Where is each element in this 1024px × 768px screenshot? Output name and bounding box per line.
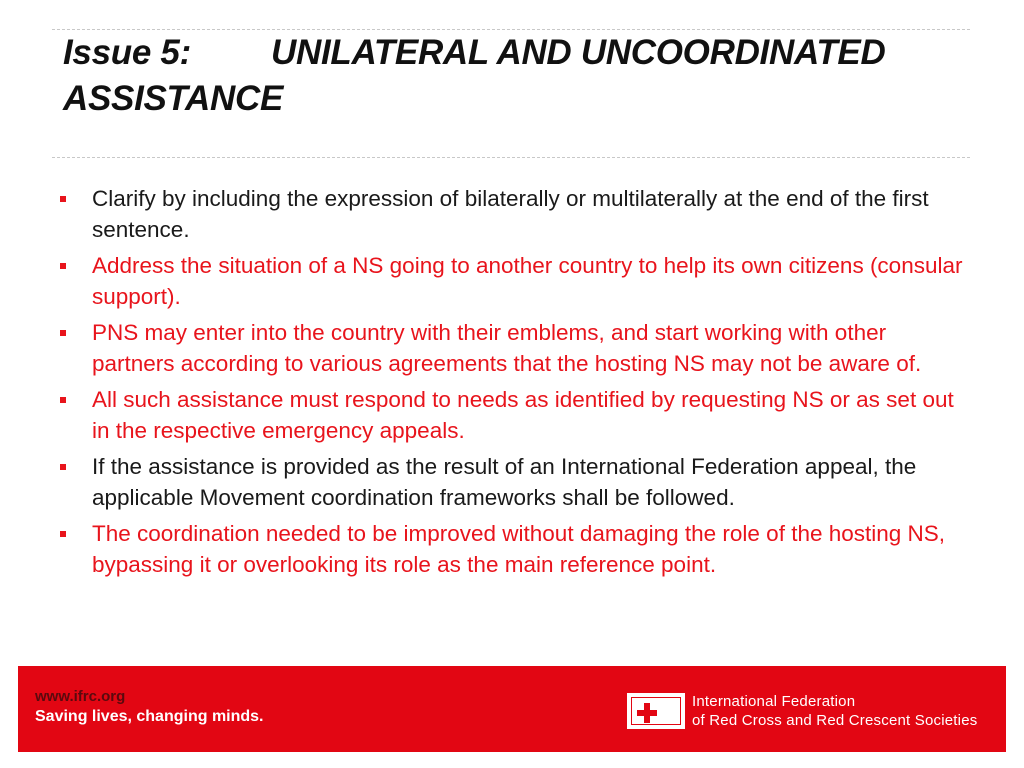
bullet-list [60, 183, 965, 585]
bullet-text: All such assistance must respond to needs as identified by requesting NS or as set out in the respective emergency appeals. [92, 387, 954, 443]
title-divider [52, 157, 970, 158]
title-line-2: ASSISTANCE [63, 79, 283, 118]
bullet-item [60, 518, 965, 580]
footer-tagline: Saving lives, changing minds. [35, 708, 264, 725]
bullet-text: Address the situation of a NS going to another country to help its own citizens (consular support). [92, 253, 963, 309]
bullet-item [60, 250, 965, 312]
footer-banner [18, 666, 1006, 752]
bullet-marker-icon [60, 263, 66, 269]
bullet-item [60, 317, 965, 379]
footer-url-link[interactable]: www.ifrc.org [35, 688, 126, 705]
org-name-line-1: International Federation [692, 693, 856, 710]
bullet-marker-icon [60, 196, 66, 202]
bullet-marker-icon [60, 397, 66, 403]
org-name-line-2: of Red Cross and Red Crescent Societies [692, 712, 978, 729]
title-issue-number: Issue 5: [63, 33, 191, 72]
bullet-text: The coordination needed to be improved without damaging the role of the hosting NS, bypassing it or overlooking its role as the main reference point. [92, 521, 946, 577]
red-cross-crescent-logo-icon [627, 693, 685, 729]
bullet-text: PNS may enter into the country with their emblems, and start working with other partners according to various agreements that the hosting NS may not be aware of. [92, 320, 922, 376]
bullet-marker-icon [60, 330, 66, 336]
bullet-marker-icon [60, 464, 66, 470]
bullet-item [60, 384, 965, 446]
slide-title [63, 30, 963, 122]
title-line-1: UNILATERAL AND UNCOORDINATED [271, 33, 886, 72]
bullet-marker-icon [60, 531, 66, 537]
bullet-item [60, 451, 965, 513]
bullet-text: Clarify by including the expression of bilaterally or multilaterally at the end of the first sentence. [92, 186, 929, 242]
bullet-item [60, 183, 965, 245]
bullet-text: If the assistance is provided as the result of an International Federation appeal, the applicable Movement coordination frameworks shall be followed. [92, 454, 917, 510]
